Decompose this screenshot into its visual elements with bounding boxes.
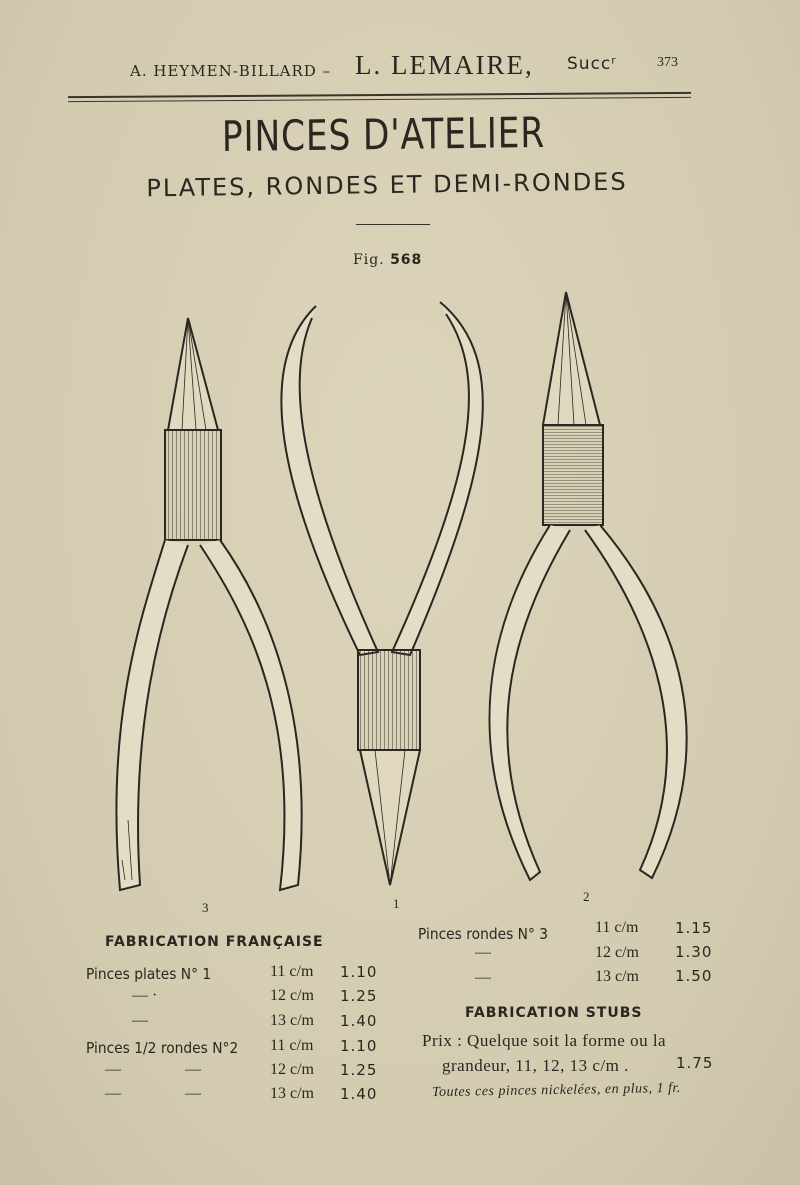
figure-number-left: 3 bbox=[202, 900, 209, 915]
pliers-illustration bbox=[0, 280, 800, 900]
stubs-heading: FABRICATION STUBS bbox=[465, 1005, 643, 1021]
table-row-size: 13 c/m bbox=[270, 1085, 314, 1102]
figure-number: 568 bbox=[390, 252, 423, 268]
table-row-label: Pinces 1/2 rondes N°2 bbox=[86, 1039, 239, 1057]
francaise-heading: FABRICATION FRANÇAISE bbox=[105, 934, 324, 950]
header-rule-thin bbox=[68, 97, 691, 102]
table-row-size: 11 c/m bbox=[595, 919, 639, 936]
table-row-size: 11 c/m bbox=[270, 1037, 314, 1054]
table-row-label: — bbox=[475, 944, 491, 961]
table-row-label: — · bbox=[132, 987, 158, 1004]
plier-round-right bbox=[490, 292, 687, 880]
table-row-size: 12 c/m bbox=[595, 944, 639, 961]
table-row-size: 12 c/m bbox=[270, 987, 314, 1004]
table-row-size: 11 c/m bbox=[270, 963, 314, 980]
page-title: PINCES D'ATELIER bbox=[221, 107, 546, 162]
table-row-price: 1.15 bbox=[675, 919, 713, 937]
figure-caption bbox=[353, 252, 422, 268]
header-succ: Succʳ bbox=[567, 54, 617, 74]
table-row-price: 1.40 bbox=[340, 1012, 378, 1030]
table-row-label: — bbox=[132, 1012, 148, 1029]
table-row-price: 1.10 bbox=[340, 1037, 378, 1055]
table-row-price: 1.10 bbox=[340, 963, 378, 981]
title-divider bbox=[356, 224, 430, 225]
table-row-label: — — bbox=[105, 1085, 201, 1102]
table-row-label: — — bbox=[105, 1061, 201, 1078]
table-row-price: 1.40 bbox=[340, 1085, 378, 1103]
page-subtitle: PLATES, RONDES ET DEMI-RONDES bbox=[146, 167, 628, 203]
stubs-price: 1.75 bbox=[676, 1054, 714, 1072]
figure-number-middle: 1 bbox=[393, 896, 400, 911]
figure-label: Fig. bbox=[353, 252, 385, 268]
header-left: A. HEYMEN-BILLARD – bbox=[130, 62, 332, 80]
header-name: L. LEMAIRE, bbox=[355, 50, 534, 80]
table-row-size: 13 c/m bbox=[595, 968, 639, 985]
figure-number-right: 2 bbox=[583, 889, 590, 904]
table-row-size: 12 c/m bbox=[270, 1061, 314, 1078]
table-row-price: 1.25 bbox=[340, 987, 378, 1005]
table-row-size: 13 c/m bbox=[270, 1012, 314, 1029]
stubs-text-line1: Prix : Quelque soit la forme ou la bbox=[422, 1031, 667, 1050]
nickel-note: Toutes ces pinces nickelées, en plus, 1 fr. bbox=[431, 1080, 681, 1101]
page-number: 373 bbox=[657, 55, 678, 70]
table-row-price: 1.50 bbox=[675, 967, 713, 985]
table-row-label: Pinces rondes N° 3 bbox=[418, 925, 549, 943]
plier-flat-left bbox=[116, 318, 301, 890]
plier-round-middle bbox=[281, 302, 482, 885]
table-row-price: 1.30 bbox=[675, 943, 713, 961]
table-row-price: 1.25 bbox=[340, 1061, 378, 1079]
table-row-label: — bbox=[475, 969, 491, 986]
stubs-text-line2: grandeur, 11, 12, 13 c/m . bbox=[442, 1056, 629, 1075]
table-row-label: Pinces plates N° 1 bbox=[86, 965, 212, 983]
